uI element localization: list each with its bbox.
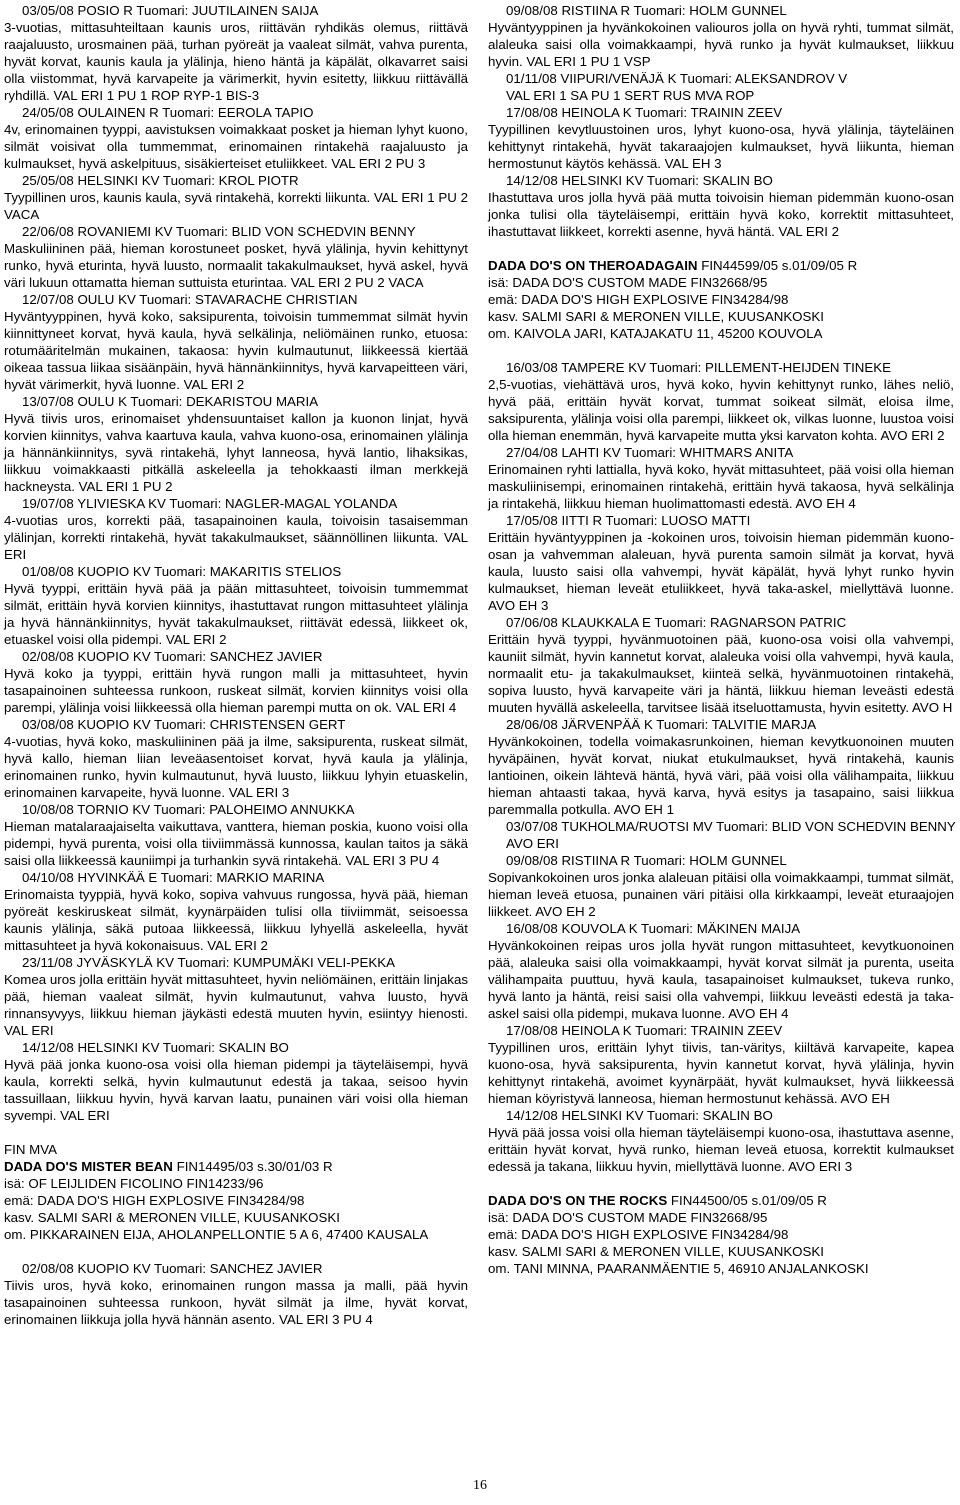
show-entry-heading: 04/10/08 HYVINKÄÄ E Tuomari: MARKIO MARINA: [22, 870, 325, 885]
critique-text: Komea uros jolla erittäin hyvät mittasuhteet, hyvin neliömäinen, erittäin linjakas pää, hieman vaaleat silmät, hyvin kulmautunut, vahva luusto, hyvä rinnansyvyys, liikkuu hieman jäykästi edestä muuten hyvin, esiintyy hienosti. VAL ERI: [4, 972, 468, 1038]
critique-text: Sopivankokoinen uros jonka alaleuan pitäisi olla voimakkaampi, tummat silmät, hieman leveä etuosa, punainen väri pitäisi olla kirkkaampi, leveät eturaajojen liikkeet. AVO EH 2: [488, 870, 954, 919]
dog-info-line: FIN MVA: [4, 1142, 57, 1157]
show-entry-heading: 22/06/08 ROVANIEMI KV Tuomari: BLID VON SCHEDVIN BENNY: [22, 224, 416, 239]
show-entry-heading: 14/12/08 HELSINKI KV Tuomari: SKALIN BO: [506, 1108, 773, 1123]
show-entry-heading: 09/08/08 RISTIINA R Tuomari: HOLM GUNNEL: [506, 853, 787, 868]
dog-info-line: kasv. SALMI SARI & MERONEN VILLE, KUUSANKOSKI: [488, 1244, 824, 1259]
show-entry-heading: 01/08/08 KUOPIO KV Tuomari: MAKARITIS STELIOS: [22, 564, 342, 579]
critique-text: Tyypillinen uros, kaunis kaula, syvä rintakehä, korrekti liikunta. VAL ERI 1 PU 2 VACA: [4, 190, 468, 222]
dog-name: DADA DO'S ON THE ROCKS: [488, 1193, 668, 1208]
spacer: [4, 1124, 468, 1141]
critique-text: 2,5-vuotias, viehättävä uros, hyvä koko, hyvin kehittynyt runko, lähes neliö, hyvä pää, erittäin hyvät korvat, tummat soikeat silmät, eloisa ilme, saksipurenta, ylälinja voisi olla parempi, liikkeet ok, vilkas luonne, luustoa voisi olla hieman enemmän, hyvä karvapeite mutta yksi karvaton kohta. AVO ERI 2: [488, 377, 954, 443]
show-entry-heading: 03/05/08 POSIO R Tuomari: JUUTILAINEN SAIJA: [22, 3, 319, 18]
critique-text: 4-vuotias uros, korrekti pää, tasapainoinen kaula, toivoisin tasaisemman ylälinjan, korrekti rintakehä, hyvät takakulmaukset, säännöllinen liikunta. VAL ERI: [4, 513, 468, 562]
dog-info-line: isä: DADA DO'S CUSTOM MADE FIN32668/95: [488, 275, 768, 290]
critique-text: 3-vuotias, mittasuhteiltaan kaunis uros, riittävän ryhdikäs olemus, riittävä raajaluusto, urosmainen pää, turhan pyöreät ja vaaleat silmät, vahva purenta, hyvät korvat, kaunis kaula ja ylälinja, hieno häntä ja käpälät, olkavarret saisi olla viistommat, hyvä karvapeite ja värimerkit, hyvin esitetty, liikkuu riittävällä ryhdillä. VAL ERI 1 PU 1 ROP RYP-1 BIS-3: [4, 20, 468, 103]
page-number: 16: [473, 1478, 487, 1493]
dog-info-line: emä: DADA DO'S HIGH EXPLOSIVE FIN34284/98: [4, 1193, 305, 1208]
critique-text: Hyväntyyppinen ja hyvänkokoinen valiouros jolla on hyvä ryhti, tummat silmät, alaleuka saisi olla voimakkaampi, hyvä runko ja hyvät kulmaukset, liikkuu hyvin. VAL ERI 1 PU 1 VSP: [488, 20, 954, 69]
left-column: [4, 2, 468, 1328]
show-entry-heading: AVO ERI: [506, 836, 559, 851]
dog-name-line: [488, 257, 954, 274]
spacer: [488, 342, 954, 359]
show-entry-heading: 16/03/08 TAMPERE KV Tuomari: PILLEMENT-HEIJDEN TINEKE: [506, 360, 892, 375]
critique-text: Maskuliininen pää, hieman korostuneet posket, hyvä ylälinja, hyvin kehittynyt runko, hyvä eturinta, hyvä luusto, normaalit takakulmaukset, hyvä askel, hyvä väri lukuun ottamatta hieman suttuista eturintaa. VAL ERI 2 PU 2 VACA: [4, 241, 468, 290]
show-entry-heading: 07/06/08 KLAUKKALA E Tuomari: RAGNARSON PATRIC: [506, 615, 847, 630]
critique-text: 4-vuotias, hyvä koko, maskuliininen pää ja ilme, saksipurenta, ruskeat silmät, hyvä kallo, hieman liian leveäasentoiset korvat, hyvä kaula ja ylälinja, erinomainen runko, hyvin kulmautunut, hyvä luusto, liikkuu lyhyin etuaskelin, erinomainen karvapeite, hyvä luonne. VAL ERI 3: [4, 734, 468, 800]
critique-text: Erittäin hyvä tyyppi, hyvänmuotoinen pää, kuono-osa voisi olla vahvempi, kauniit silmät, hyvin kannetut korvat, alaleuka voisi olla vahvempi, hyvä kaula, normaalit etu- ja takakulmaukset, kiinteä selkä, hyvänmuotoinen rintakehä, sopiva luusto, hyvä karvapeite väri ja häntä, liikkuu hieman leveästi edestä muuten hyvällä askeleella, tarvitsee lisää itseluottamusta, hyvin esitetty. AVO H: [488, 632, 954, 715]
show-entry-heading: 28/06/08 JÄRVENPÄÄ K Tuomari: TALVITIE MARJA: [506, 717, 817, 732]
critique-text: Hyvä tiivis uros, erinomaiset yhdensuuntaiset kallon ja kuonon linjat, hyvä korvien kiinnitys, vahva kaartuva kaula, vahva kuono-osa, erinomainen ylälinja ja hännänkiinnitys, syvä rintakehä, lyhyt lanneosa, hyvä lantio, lihaksikas, liikkuu voimakkaasti pitkällä askeleella ja tehokkaasti ilman merkkejä hackneysta. VAL ERI 1 PU 2: [4, 411, 468, 494]
show-entry-heading: 24/05/08 OULAINEN R Tuomari: EEROLA TAPIO: [22, 105, 314, 120]
spacer: [4, 1243, 468, 1260]
dog-registration: FIN14495/03 s.30/01/03 R: [172, 1159, 333, 1174]
show-entry-heading: 14/12/08 HELSINKI KV Tuomari: SKALIN BO: [22, 1040, 289, 1055]
show-entry-heading: 23/11/08 JYVÄSKYLÄ KV Tuomari: KUMPUMÄKI VELI-PEKKA: [22, 955, 395, 970]
show-entry-heading: 17/08/08 HEINOLA K Tuomari: TRAININ ZEEV: [506, 1023, 783, 1038]
critique-text: Tyypillinen uros, erittäin lyhyt tiivis, tan-väritys, kiiltävä karvapeite, kapea kuono-osa, hyvä saksipurenta, hyvin kannetut korvat, hyvä ylälinja, hyvin kehittynyt rintakehä, avoimet kyynärpäät, hyvät kulmaukset, hyvä liikkeessä hieman köyristyvä lanneosa, hieman hermostunut kehässä. AVO EH: [488, 1040, 954, 1106]
show-entry-heading: 03/07/08 TUKHOLMA/RUOTSI MV Tuomari: BLID VON SCHEDVIN BENNY: [506, 819, 956, 834]
show-entry-heading: 14/12/08 HELSINKI KV Tuomari: SKALIN BO: [506, 173, 773, 188]
dog-info-line: om. KAIVOLA JARI, KATAJAKATU 11, 45200 KOUVOLA: [488, 326, 823, 341]
show-entry-heading: 12/07/08 OULU KV Tuomari: STAVARACHE CHRISTIAN: [22, 292, 358, 307]
critique-text: Hyvänkokoinen, todella voimakasrunkoinen, hieman kevytkuonoinen muuten hyväpäinen, hyvät korvat, niukat etukulmaukset, hyvä rintakehä, kaunis lantioinen, oikein lähtevä häntä, hyvä väri, pää voisi olla välihampaita, liikkuu hieman ahtaasti takaa, hyvä karva, hyvä esitys ja tasapaino, saisi liikkua paremmalla potkulla. AVO EH 1: [488, 734, 954, 817]
show-entry-heading: 17/08/08 HEINOLA K Tuomari: TRAININ ZEEV: [506, 105, 783, 120]
critique-text: Ihastuttava uros jolla hyvä pää mutta toivoisin hieman pidemmän kuono-osan jonka tulisi olla täyteläisempi, erittäin hyvä koko, korrektit mittasuhteet, ihastuttavat liikkeet, korrekti asenne, hyvä häntä. VAL ERI 2: [488, 190, 954, 239]
dog-registration: FIN44599/05 s.01/09/05 R: [697, 258, 858, 273]
critique-text: Hyvä tyyppi, erittäin hyvä pää ja pään mittasuhteet, toivoisin tummemmat silmät, erittäin hyvä korvien kiinnitys, ihastuttavat rungon mittasuhteet ylälinja ja hyvä hännänkiinnitys, hyvät takakulmaukset, riittävät edessä, liikkeet ok, etuaskel voisi olla pidempi. VAL ERI 2: [4, 581, 468, 647]
critique-text: 4v, erinomainen tyyppi, aavistuksen voimakkaat posket ja hieman lyhyt kuono, silmät voisivat olla tummemmat, erinomainen rintakehä raajaluusto ja kulmaukset, hyvä askelpituus, sisäkierteiset etuliikkeet. VAL ERI 2 PU 3: [4, 122, 468, 171]
critique-text: Hyväntyyppinen, hyvä koko, saksipurenta, toivoisin tummemmat silmät hyvin kiinnittyneet korvat, hyvä kaula, hyvä selkälinja, neliömäinen runko, etuosa: rotumääritelmän mukainen, takaosa: hyvin kulmautunut, liikkeessä kiertää oikeaa tassua liikaa sisäänpäin, hyvä hännänkiinnitys, hyvä karvapeitteen väri, hyvät värimerkit, hyvä luonne. VAL ERI 2: [4, 309, 468, 392]
show-entry-heading: 02/08/08 KUOPIO KV Tuomari: SANCHEZ JAVIER: [22, 649, 323, 664]
show-entry-heading: 02/08/08 KUOPIO KV Tuomari: SANCHEZ JAVIER: [22, 1261, 323, 1276]
dog-info-line: kasv. SALMI SARI & MERONEN VILLE, KUUSANKOSKI: [488, 309, 824, 324]
show-entry-heading: VAL ERI 1 SA PU 1 SERT RUS MVA ROP: [506, 88, 755, 103]
spacer: [488, 1175, 954, 1192]
show-entry-heading: 27/04/08 LAHTI KV Tuomari: WHITMARS ANITA: [506, 445, 794, 460]
show-entry-heading: 19/07/08 YLIVIESKA KV Tuomari: NAGLER-MAGAL YOLANDA: [22, 496, 398, 511]
show-entry-heading: 03/08/08 KUOPIO KV Tuomari: CHRISTENSEN GERT: [22, 717, 346, 732]
show-entry-heading: 25/05/08 HELSINKI KV Tuomari: KROL PIOTR: [22, 173, 299, 188]
critique-text: Hyvänkokoinen reipas uros jolla hyvät rungon mittasuhteet, kevytkuonoinen pää, alaleuka saisi olla voimakkaampi, hyvät korvat silmät ja purenta, useita välihampaita puuttuu, hyvä kaula, tasapainoiset kulmaukset, tukeva runko, hyvä lanto ja häntä, reisi saisi olla vahvempi, liikkuu leveästi edestä ja taka-askel saisi olla pidempi, mukava luonne. AVO EH 4: [488, 938, 954, 1021]
dog-info-line: emä: DADA DO'S HIGH EXPLOSIVE FIN34284/98: [488, 1227, 789, 1242]
critique-text: Erittäin hyväntyyppinen ja -kokoinen uros, toivoisin hieman pidemmän kuono-osan ja vahvemman alaleuan, hyvä purenta samoin silmät ja korvat, hyvä kaula, luusto saisi olla vahvempi, hyvät käpälät, hyvä lyhyt runko hyvin kulmaukset, hieman leveät etuliikkeet, hyvä taka-askel, miellyttävä luonne. AVO EH 3: [488, 530, 954, 613]
critique-text: Hyvä koko ja tyyppi, erittäin hyvä rungon malli ja mittasuhteet, hyvin tasapainoinen suhteessa runkoon, ruskeat silmät, korvien kiinnitys voisi olla parempi, ylälinja voisi liikkeessä olla hieman parempi mutta on ok. VAL ERI 4: [4, 666, 468, 715]
critique-text: Tyypillinen kevytluustoinen uros, lyhyt kuono-osa, hyvä ylälinja, täyteläinen kehittynyt rintakehä, hyvät takaraajojen kulmaukset, hyvä liikunta, hieman hermostunut käytös kehässä. VAL EH 3: [488, 122, 954, 171]
critique-text: Hyvä pää jossa voisi olla hieman täyteläisempi kuono-osa, ihastuttava asenne, erittäin hyvät korvat, hyvä runko, hieman leveä etuosa, korrektit kulmaukset edessä ja takana, liikkuu hyvin, miellyttävä luonne. AVO ERI 3: [488, 1125, 954, 1174]
dog-info-line: kasv. SALMI SARI & MERONEN VILLE, KUUSANKOSKI: [4, 1210, 340, 1225]
show-entry-heading: 16/08/08 KOUVOLA K Tuomari: MÄKINEN MAIJA: [506, 921, 801, 936]
dog-name-line: [488, 1192, 954, 1209]
show-entry-heading: 13/07/08 OULU K Tuomari: DEKARISTOU MARIA: [22, 394, 319, 409]
right-column: [488, 2, 954, 1277]
critique-text: Hyvä pää jonka kuono-osa voisi olla hieman pidempi ja täyteläisempi, hyvä kaula, korrekti selkä, hyvin kulmautunut edestä ja takaa, seisoo hyvin tassuillaan, liikkuu hyvin, hyvä karvan laatu, punainen väri voisi olla hieman syvempi. VAL ERI: [4, 1057, 468, 1123]
critique-text: Hieman matalaraajaiselta vaikuttava, vanttera, hieman poskia, kuono voisi olla pidempi, hyvä purenta, voisi olla tiiviimmässä kunnossa, kaulan taitos ja säkä saisi olla liikkeessä kauniimpi ja turhankin syvä rintakehä. VAL ERI 3 PU 4: [4, 819, 468, 868]
dog-info-line: emä: DADA DO'S HIGH EXPLOSIVE FIN34284/98: [488, 292, 789, 307]
dog-info-line: om. PIKKARAINEN EIJA, AHOLANPELLONTIE 5 A 6, 47400 KAUSALA: [4, 1227, 429, 1242]
dog-name: DADA DO'S ON THEROADAGAIN: [488, 258, 698, 273]
dog-info-line: isä: OF LEIJLIDEN FICOLINO FIN14233/96: [4, 1176, 264, 1191]
critique-text: Erinomainen ryhti lattialla, hyvä koko, hyvät mittasuhteet, pää voisi olla hieman maskuliinisempi, erinomainen rintakehä, erittäin hyvä takaosa, hyvä selkälinja ja rintakehä, liikkuu hieman huolimattomasti edestä. AVO EH 4: [488, 462, 954, 511]
dog-name: DADA DO'S MISTER BEAN: [4, 1159, 173, 1174]
spacer: [488, 240, 954, 257]
show-entry-heading: 09/08/08 RISTIINA R Tuomari: HOLM GUNNEL: [506, 3, 787, 18]
show-entry-heading: 10/08/08 TORNIO KV Tuomari: PALOHEIMO ANNUKKA: [22, 802, 355, 817]
dog-info-line: isä: DADA DO'S CUSTOM MADE FIN32668/95: [488, 1210, 768, 1225]
dog-name-line: [4, 1158, 468, 1175]
dog-registration: FIN44500/05 s.01/09/05 R: [667, 1193, 827, 1208]
critique-text: Tiivis uros, hyvä koko, erinomainen rungon massa ja malli, pää hyvin tasapainoinen suhteessa runkoon, hyvät silmät ja ilme, hyvät korvat, erinomainen liikkuja jolla hyvä hännän asento. VAL ERI 3 PU 4: [4, 1278, 468, 1327]
show-entry-heading: 17/05/08 IITTI R Tuomari: LUOSO MATTI: [506, 513, 751, 528]
critique-text: Erinomaista tyyppiä, hyvä koko, sopiva vahvuus rungossa, hyvä pää, hieman pyöreät keskiruskeat silmät, kyynärpäiden tulisi olla tiiviimmät, seisoessa kaunis ylälinja, säkä putoaa liikkeessä, liikkuu lyhyellä askeleella, hyvät mittasuhteet ja hyvä kokonaisuus. VAL ERI 2: [4, 887, 468, 953]
show-entry-heading: 01/11/08 VIIPURI/VENÄJÄ K Tuomari: ALEKSANDROV V: [506, 71, 848, 86]
dog-info-line: om. TANI MINNA, PAARANMÄENTIE 5, 46910 ANJALANKOSKI: [488, 1261, 869, 1276]
